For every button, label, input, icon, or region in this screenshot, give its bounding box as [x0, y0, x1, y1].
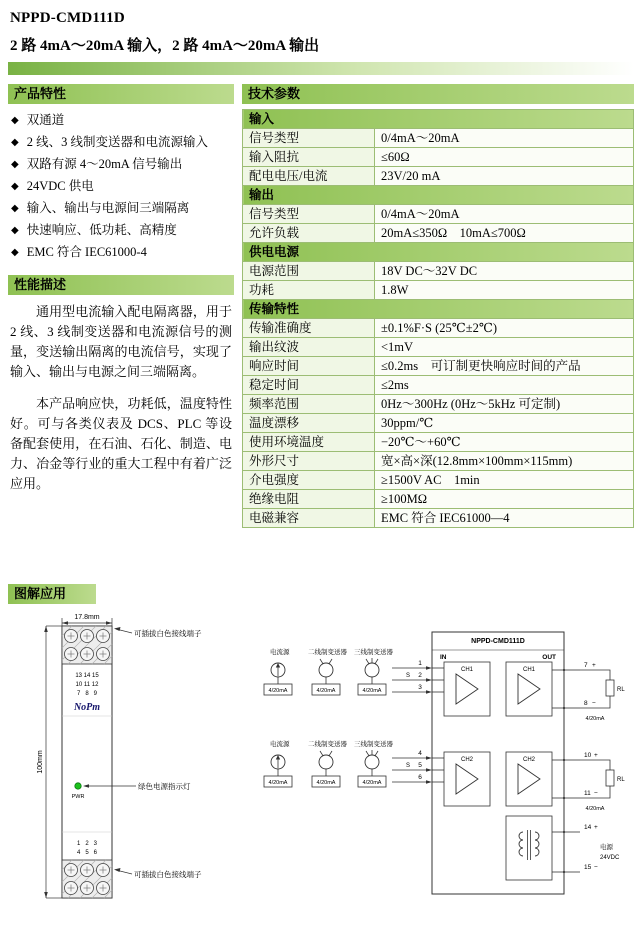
spec-value: ≥100MΩ — [375, 490, 634, 509]
screw-terminal-icon — [97, 630, 110, 643]
current-source-label: 电流源 — [270, 741, 290, 748]
spec-label: 使用环境温度 — [243, 433, 375, 452]
spec-label: 输出纹波 — [243, 338, 375, 357]
spec-row — [243, 167, 634, 186]
input-terminal-tag: S — [405, 673, 411, 679]
spec-row — [243, 433, 634, 452]
device-terminal-numbers-row: 7 8 9 — [76, 691, 98, 697]
spec-row — [243, 452, 634, 471]
terminal-arrow — [426, 690, 432, 694]
doc-subtitle: 2 路 4mA～20mA 输入，2 路 4mA～20mA 输出 — [10, 38, 320, 54]
spec-row — [243, 224, 634, 243]
features-heading: 产品特性 — [8, 84, 234, 104]
power-terminal-number: 14 — [584, 824, 592, 831]
three-wire-transmitter-icon — [365, 755, 379, 769]
model-number: NPPD-CMD111D — [10, 10, 125, 26]
power-isolation-box — [506, 816, 552, 880]
dim-arrow-top — [44, 626, 48, 632]
spec-section-header — [243, 300, 634, 319]
spec-label: 配电电压/电流 — [243, 167, 375, 186]
wiring-ch2 — [264, 739, 432, 787]
spec-value: 0/4mA～20mA — [375, 129, 634, 148]
diamond-bullet-icon: ◆ — [11, 224, 19, 236]
feature-item — [8, 219, 234, 241]
two-wire-transmitter-label: 二线制变送器 — [308, 741, 347, 748]
spec-section-title: 输入 — [243, 110, 634, 129]
diamond-bullet-icon: ◆ — [11, 158, 19, 170]
spec-row — [243, 357, 634, 376]
spec-label: 外形尺寸 — [243, 452, 375, 471]
spec-section-header — [243, 110, 634, 129]
channel-label: CH2 — [522, 757, 536, 763]
feature-item — [8, 153, 234, 175]
spec-value: 0Hz～300Hz (0Hz～5kHz 可定制) — [375, 395, 634, 414]
spec-row — [243, 338, 634, 357]
leader-arrow — [114, 627, 121, 631]
wiring-ch1 — [264, 647, 432, 695]
two-wire-transmitter-icon — [319, 663, 333, 677]
header-gradient-divider — [8, 62, 634, 75]
device-drawing — [37, 614, 112, 898]
diamond-bullet-icon: ◆ — [11, 180, 19, 192]
channel-label: CH1 — [460, 667, 474, 673]
spec-label: 传输准确度 — [243, 319, 375, 338]
spec-label: 频率范围 — [243, 395, 375, 414]
dim-arrow-right — [106, 621, 112, 625]
specs-table — [242, 109, 634, 528]
terminal-arrow — [426, 678, 432, 682]
spec-section-header — [243, 243, 634, 262]
spec-section-header — [243, 186, 634, 205]
spec-value: 20mA≤350Ω 10mA≤700Ω — [375, 224, 634, 243]
feature-item — [8, 109, 234, 131]
signal-range-label: 4/20mA — [316, 780, 336, 786]
feature-text: 24VDC 供电 — [26, 178, 94, 193]
performance-paragraph-1: 通用型电流输入配电隔离器，用于 2 线、3 线制变送器和电流源信号的测量，变送输出隔离的电流信号，实现了输入、输出与电源之间三端隔离。 — [10, 304, 232, 379]
spec-label: 响应时间 — [243, 357, 375, 376]
load-resistor-label: RL — [617, 777, 625, 783]
output-terminal-sign: + — [594, 752, 598, 759]
left-column — [8, 84, 234, 506]
terminal-arrow — [426, 666, 432, 670]
feature-item — [8, 175, 234, 197]
spec-value: EMC 符合 IEC61000—4 — [375, 509, 634, 528]
block-in-label: IN — [440, 654, 447, 661]
spec-value: <1mV — [375, 338, 634, 357]
spec-section-title: 供电电源 — [243, 243, 634, 262]
screw-terminal-icon — [97, 882, 110, 895]
spec-row — [243, 262, 634, 281]
device-terminal-numbers-row: 4 5 6 — [76, 850, 98, 856]
output-terminal-sign: − — [592, 700, 596, 707]
annotation-bottom-terminal: 可插拔白色接线端子 — [134, 870, 202, 879]
signal-range-label: 4/20mA — [585, 716, 605, 722]
power-supply-voltage: 24VDC — [600, 855, 620, 861]
specs-heading: 技术参数 — [242, 84, 634, 104]
terminal-arrow — [426, 780, 432, 784]
signal-range-label: 4/20mA — [316, 688, 336, 694]
spec-label: 温度漂移 — [243, 414, 375, 433]
output-terminal-number: 8 — [584, 700, 588, 707]
spec-value: 30ppm/℃ — [375, 414, 634, 433]
spec-value: ≤0.2ms 可订制更快响应时间的产品 — [375, 357, 634, 376]
brand-logo: NoPm — [73, 702, 101, 713]
spec-row — [243, 376, 634, 395]
power-terminal-sign: − — [594, 864, 598, 871]
annotation-top-terminal: 可插拔白色接线端子 — [134, 629, 202, 638]
feature-text: 2 线、3 线制变送器和电流源输入 — [26, 134, 208, 149]
terminal-arrow — [426, 756, 432, 760]
spec-label: 电源范围 — [243, 262, 375, 281]
performance-heading: 性能描述 — [8, 275, 234, 295]
pwr-label: PWR — [71, 794, 85, 800]
power-terminal-sign: + — [594, 824, 598, 831]
spec-section-title: 传输特性 — [243, 300, 634, 319]
input-terminal-number: 6 — [418, 774, 422, 781]
power-led — [75, 783, 81, 789]
spec-row — [243, 148, 634, 167]
screw-terminal-icon — [97, 864, 110, 877]
spec-row — [243, 319, 634, 338]
feature-item — [8, 197, 234, 219]
feature-text: EMC 符合 IEC61000-4 — [26, 244, 147, 259]
spec-section-title: 输出 — [243, 186, 634, 205]
input-terminal-number: 5 — [418, 762, 422, 769]
input-terminal-number: 3 — [418, 684, 422, 691]
signal-range-label: 4/20mA — [268, 688, 288, 694]
screw-terminal-icon — [97, 648, 110, 661]
spec-row — [243, 129, 634, 148]
spec-value: 0/4mA～20mA — [375, 205, 634, 224]
screw-terminal-icon — [81, 882, 94, 895]
spec-row — [243, 205, 634, 224]
screw-terminal-icon — [65, 630, 78, 643]
spec-row — [243, 395, 634, 414]
application-heading: 图解应用 — [8, 584, 96, 604]
spec-value: ≤2ms — [375, 376, 634, 395]
block-diagram — [432, 632, 564, 894]
application-diagram — [8, 610, 634, 902]
annotation-power-led: 绿色电源指示灯 — [138, 782, 191, 791]
spec-value: 23V/20 mA — [375, 167, 634, 186]
channel-label: CH2 — [460, 757, 474, 763]
spec-value: 18V DC～32V DC — [375, 262, 634, 281]
spec-label: 信号类型 — [243, 129, 375, 148]
terminal-arrow — [426, 768, 432, 772]
device-terminal-numbers-row: 10 11 12 — [75, 682, 99, 688]
device-terminal-numbers-row: 13 14 15 — [75, 673, 99, 679]
spec-value: 1.8W — [375, 281, 634, 300]
feature-item — [8, 241, 234, 263]
output-terminal-number: 11 — [584, 790, 591, 797]
main-columns — [8, 84, 634, 528]
screw-terminal-icon — [65, 864, 78, 877]
features-list — [8, 109, 234, 263]
spec-value: ±0.1%F·S (25℃±2℃) — [375, 319, 634, 338]
spec-value: −20℃～+60℃ — [375, 433, 634, 452]
block-out-label: OUT — [542, 654, 556, 661]
screw-terminal-icon — [81, 864, 94, 877]
right-column — [242, 84, 634, 528]
feature-item — [8, 131, 234, 153]
device-outline — [62, 626, 112, 898]
spec-label: 功耗 — [243, 281, 375, 300]
input-terminal-number: 2 — [418, 672, 422, 679]
feature-text: 快速响应、低功耗、高精度 — [26, 222, 177, 237]
current-source-label: 电流源 — [270, 649, 290, 656]
screw-terminal-icon — [81, 648, 94, 661]
signal-range-label: 4/20mA — [585, 806, 605, 812]
diamond-bullet-icon: ◆ — [11, 202, 19, 214]
spec-label: 信号类型 — [243, 205, 375, 224]
output-terminals — [563, 662, 625, 873]
output-terminal-sign: − — [594, 790, 598, 797]
two-wire-transmitter-icon — [319, 755, 333, 769]
input-terminal-tag: S — [405, 763, 411, 769]
signal-range-label: 4/20mA — [362, 780, 382, 786]
screw-terminal-icon — [65, 882, 78, 895]
spec-label: 允许负载 — [243, 224, 375, 243]
diamond-bullet-icon: ◆ — [11, 114, 19, 126]
spec-label: 介电强度 — [243, 471, 375, 490]
power-terminal-number: 15 — [584, 864, 592, 871]
three-wire-transmitter-label: 三线制变送器 — [354, 741, 393, 748]
spec-row — [243, 471, 634, 490]
feature-text: 双路有源 4～20mA 信号输出 — [26, 156, 183, 171]
device-terminal-numbers-row: 1 2 3 — [76, 841, 98, 847]
diamond-bullet-icon: ◆ — [11, 246, 19, 258]
input-terminal-number: 1 — [418, 660, 422, 667]
channel-label: CH1 — [522, 667, 536, 673]
spec-value: ≥1500V AC 1min — [375, 471, 634, 490]
dim-arrow-bottom — [44, 892, 48, 898]
spec-label: 绝缘电阻 — [243, 490, 375, 509]
load-resistor-label: RL — [617, 687, 625, 693]
dim-arrow-left — [62, 621, 68, 625]
feature-text: 双通道 — [26, 112, 65, 127]
device-width-dimension: 17.8mm — [74, 614, 100, 621]
signal-range-label: 4/20mA — [268, 780, 288, 786]
screw-terminal-icon — [65, 648, 78, 661]
spec-label: 稳定时间 — [243, 376, 375, 395]
screw-terminal-icon — [81, 630, 94, 643]
performance-paragraph-2: 本产品响应快，功耗低，温度特性好。可与各类仪表及 DCS、PLC 等设备配套使用，在石油、石化、制造、电力、冶金等行业的重大工程中有着广泛应用。 — [10, 396, 232, 491]
load-resistor — [606, 680, 614, 696]
output-terminal-sign: + — [592, 662, 596, 669]
two-wire-transmitter-label: 二线制变送器 — [308, 649, 347, 656]
spec-row — [243, 414, 634, 433]
power-supply-label: 电源 — [600, 844, 613, 851]
doc-header — [8, 10, 634, 75]
spec-row — [243, 509, 634, 528]
spec-row — [243, 490, 634, 509]
signal-range-label: 4/20mA — [362, 688, 382, 694]
spec-value: ≤60Ω — [375, 148, 634, 167]
spec-label: 电磁兼容 — [243, 509, 375, 528]
input-terminal-number: 4 — [418, 750, 422, 757]
device-height-dimension: 100mm — [37, 750, 44, 774]
three-wire-transmitter-label: 三线制变送器 — [354, 649, 393, 656]
block-title: NPPD-CMD111D — [471, 638, 525, 645]
three-wire-transmitter-icon — [365, 663, 379, 677]
feature-text: 输入、输出与电源间三端隔离 — [26, 200, 190, 215]
spec-value: 宽×高×深(12.8mm×100mm×115mm) — [375, 452, 634, 471]
diamond-bullet-icon: ◆ — [11, 136, 19, 148]
spec-label: 输入阻抗 — [243, 148, 375, 167]
output-terminal-number: 10 — [584, 752, 592, 759]
leader-arrow — [114, 868, 121, 872]
load-resistor — [606, 770, 614, 786]
spec-row — [243, 281, 634, 300]
output-terminal-number: 7 — [584, 662, 588, 669]
